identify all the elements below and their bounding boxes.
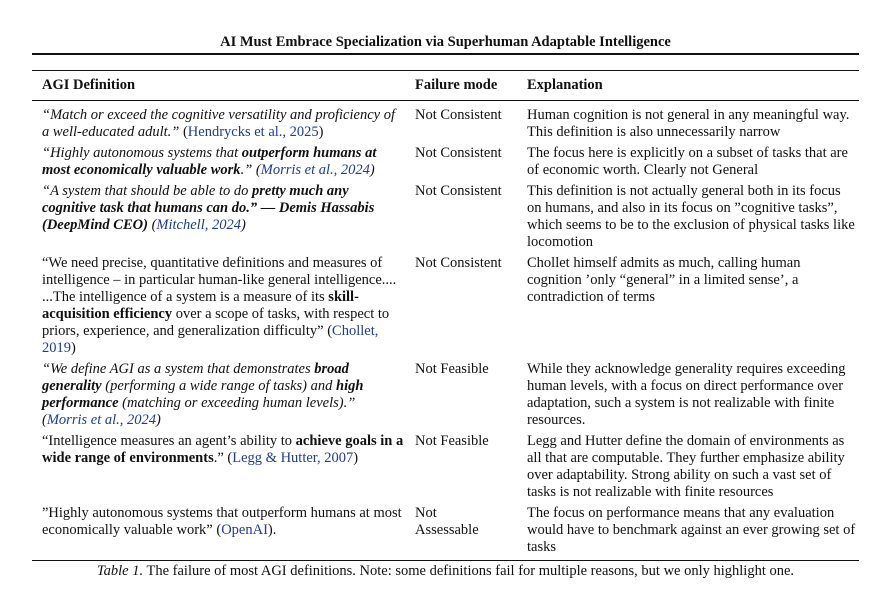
- citation-link[interactable]: Morris et al., 2024: [46, 412, 156, 428]
- table-row-explanation: While they acknowledge generality requires exceeding human levels, with a focus on direct performance over adaptation, such a system is not realizable with finite resources.: [527, 361, 846, 428]
- table-caption: [0, 563, 891, 580]
- citation-link[interactable]: OpenAI: [221, 522, 268, 538]
- table-row-failure-mode: Not Consistent: [415, 107, 502, 123]
- citation-link[interactable]: Mitchell, 2024: [156, 217, 241, 233]
- table-row-failure-mode: Not Assessable: [415, 505, 479, 538]
- table-top-rule: [32, 70, 859, 71]
- table-row-explanation: The focus here is explicitly on a subset of tasks that are of economic worth. Clearly not General: [527, 145, 848, 178]
- table-row-explanation: Legg and Hutter define the domain of environments as all that are computable. They further emphasize ability over adaptability. Strong ability on such a vast set of tasks is not realizable with finite resources: [527, 433, 845, 500]
- table-row-definition: “Intelligence measures an agent’s ability to achieve goals in a wide range of environments.” (Legg & Hutter, 2007): [42, 433, 404, 466]
- citation-link[interactable]: Morris et al., 2024: [260, 162, 370, 178]
- table-row-failure-mode: Not Feasible: [415, 361, 489, 377]
- table-row-definition: ”Highly autonomous systems that outperform humans at most economically valuable work” (OpenAI).: [42, 505, 402, 538]
- citation-link[interactable]: Hendrycks et al., 2025: [187, 124, 319, 140]
- table-row-definition: “Match or exceed the cognitive versatility and proficiency of a well-educated adult.” (Hendrycks et al., 2025): [42, 107, 395, 140]
- citation-link[interactable]: Legg & Hutter, 2007: [232, 450, 354, 466]
- table-row-definition: “We define AGI as a system that demonstrates broad generality (performing a wide range of tasks) and high performance (matching or exceeding human levels).” (Morris et al., 2024): [42, 361, 364, 428]
- table-row-explanation: Human cognition is not general in any meaningful way. This definition is also unnecessarily narrow: [527, 107, 850, 140]
- table-row-explanation: Chollet himself admits as much, calling human cognition ’only “general” in a limited sense’, a contradiction of terms: [527, 255, 801, 305]
- table-row-definition: “We need precise, quantitative definitions and measures of intelligence – in particular human-like general intelligence.... ...The intelligence of a system is a measure of its skill-acquisition efficiency over a scope of tasks, with respect to priors, experience, and generalization difficulty” (Chollet, 2019): [42, 255, 397, 356]
- table-row-definition: “A system that should be able to do pretty much any cognitive task that humans can do.” — Demis Hassabis (DeepMind CEO) (Mitchell, 2024): [42, 183, 375, 233]
- page-header-title: AI Must Embrace Specialization via Superhuman Adaptable Intelligence: [220, 34, 671, 50]
- table-row-explanation: The focus on performance means that any evaluation would have to benchmark against an ever growing set of tasks: [527, 505, 856, 555]
- table-row-failure-mode: Not Consistent: [415, 183, 502, 199]
- column-header-explanation: Explanation: [527, 77, 603, 93]
- column-header-definition: AGI Definition: [42, 77, 136, 93]
- table-row-failure-mode: Not Feasible: [415, 433, 489, 449]
- column-header-failure-mode: Failure mode: [415, 77, 498, 93]
- table-header-rule: [32, 100, 859, 101]
- citation-link[interactable]: Chollet, 2019: [42, 323, 379, 356]
- caption-text: The failure of most AGI definitions. Note: some definitions fail for multiple reasons, but we only highlight one.: [146, 563, 795, 579]
- table-row-definition: “Highly autonomous systems that outperform humans at most economically valuable work.” (Morris et al., 2024): [42, 145, 377, 178]
- table-row-failure-mode: Not Consistent: [415, 255, 502, 271]
- table-row-failure-mode: Not Consistent: [415, 145, 502, 161]
- header-rule: [32, 53, 859, 55]
- table-row-explanation: This definition is not actually general both in its focus on humans, and also in its focus on ”cognitive tasks”, which seems to be to the exclusion of physical tasks like locomotion: [527, 183, 855, 250]
- caption-label: Table 1.: [96, 563, 144, 579]
- table-bottom-rule: [32, 560, 859, 561]
